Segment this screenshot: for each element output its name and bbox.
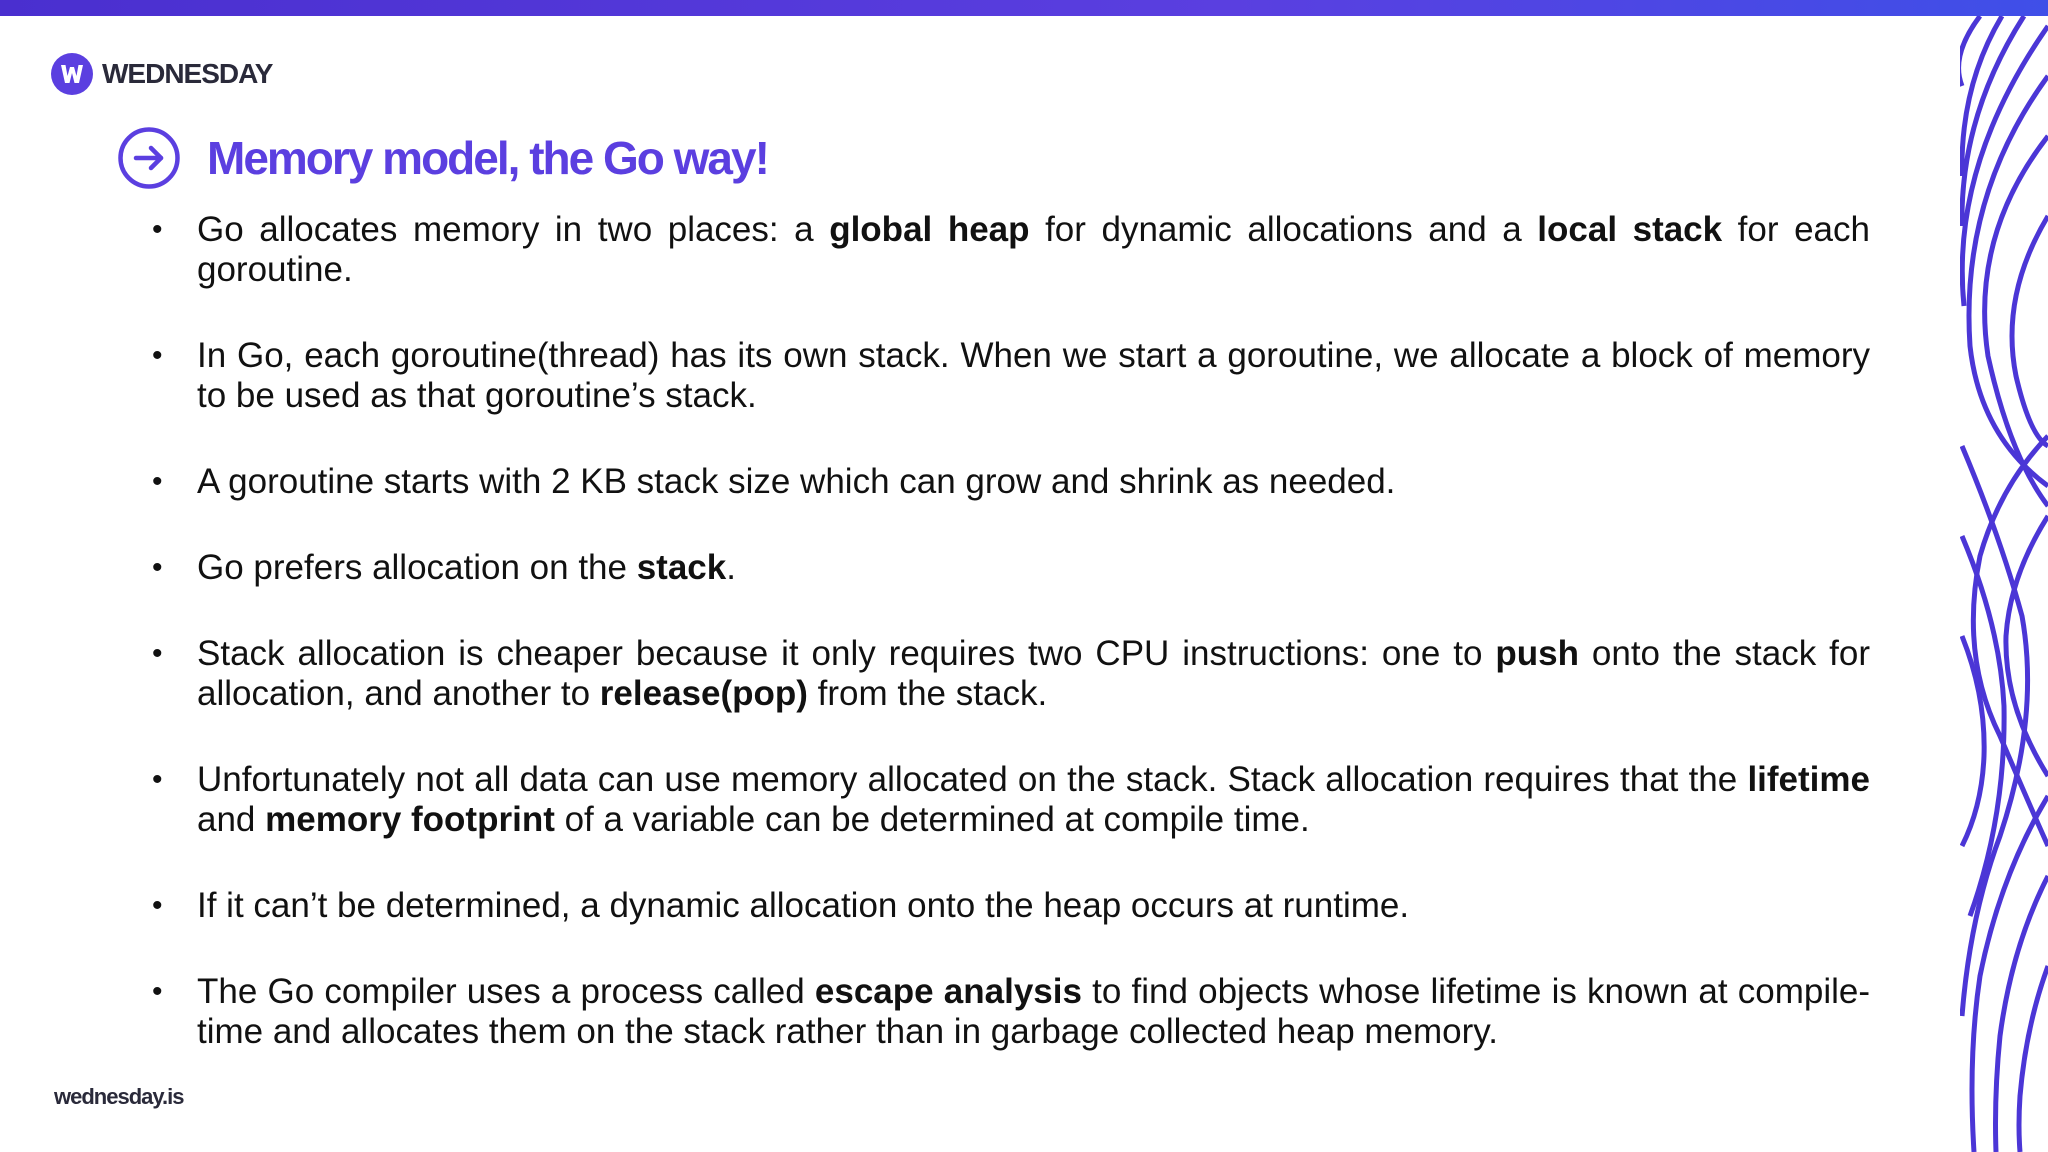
- bullet-item: [150, 634, 1870, 714]
- bullet-item: [150, 972, 1870, 1052]
- bullet-emphasis: push: [1495, 634, 1579, 673]
- bullet-text: for dynamic allocations and a: [1029, 210, 1538, 249]
- bullet-text: onto the stack for allocation, and another to: [197, 634, 1870, 713]
- wednesday-logo-icon: [50, 52, 94, 96]
- bullet-emphasis: memory footprint: [265, 800, 555, 839]
- bullet-text: and: [197, 800, 266, 839]
- slide-title: Memory model, the Go way!: [207, 132, 768, 184]
- bullet-list: [150, 210, 1870, 1098]
- bullet-text: In Go, each goroutine(thread) has its own stack. When we start a goroutine, we allocate a block of memory to be used as that goroutine’s stack.: [197, 336, 1870, 415]
- bullet-emphasis: escape analysis: [814, 972, 1082, 1011]
- bullet-text: If it can’t be determined, a dynamic allocation onto the heap occurs at runtime.: [197, 886, 1410, 925]
- bullet-text: Go prefers allocation on the: [197, 548, 637, 587]
- arrow-right-circle-icon: [117, 126, 181, 190]
- brand-logo: [50, 52, 272, 96]
- bullet-text: The Go compiler uses a process called: [197, 972, 815, 1011]
- bullet-emphasis: release(pop): [599, 674, 808, 713]
- bullet-item: [150, 886, 1870, 926]
- slide-header: [117, 126, 768, 190]
- bullet-emphasis: global heap: [829, 210, 1030, 249]
- logo-wordmark: WEDNESDAY: [102, 58, 273, 89]
- bullet-item: [150, 210, 1870, 290]
- bullet-emphasis: lifetime: [1747, 760, 1870, 799]
- bullet-text: from the stack.: [807, 674, 1048, 713]
- top-accent-bar: [0, 0, 2048, 16]
- bullet-text: of a variable can be determined at compile time.: [554, 800, 1310, 839]
- bullet-emphasis: stack: [636, 548, 727, 587]
- bullet-emphasis: local stack: [1537, 210, 1723, 249]
- bullet-item: [150, 548, 1870, 588]
- bullet-text: .: [726, 548, 736, 587]
- bullet-item: [150, 336, 1870, 416]
- footer-url: wednesday.is: [54, 1084, 184, 1109]
- bullet-text: Go allocates memory in two places: a: [197, 210, 830, 249]
- bullet-item: [150, 462, 1870, 502]
- bullet-text: to find objects whose lifetime is known at compile-time and allocates them on the stack rather than in garbage collected heap memory.: [197, 972, 1870, 1051]
- decorative-wave-lines: [1960, 16, 2048, 1152]
- bullet-text: A goroutine starts with 2 KB stack size which can grow and shrink as needed.: [197, 462, 1396, 501]
- bullet-item: [150, 760, 1870, 840]
- bullet-text: Unfortunately not all data can use memory allocated on the stack. Stack allocation requires that the: [197, 760, 1748, 799]
- bullet-text: for each goroutine.: [197, 210, 1870, 289]
- bullet-text: Stack allocation is cheaper because it only requires two CPU instructions: one to: [197, 634, 1496, 673]
